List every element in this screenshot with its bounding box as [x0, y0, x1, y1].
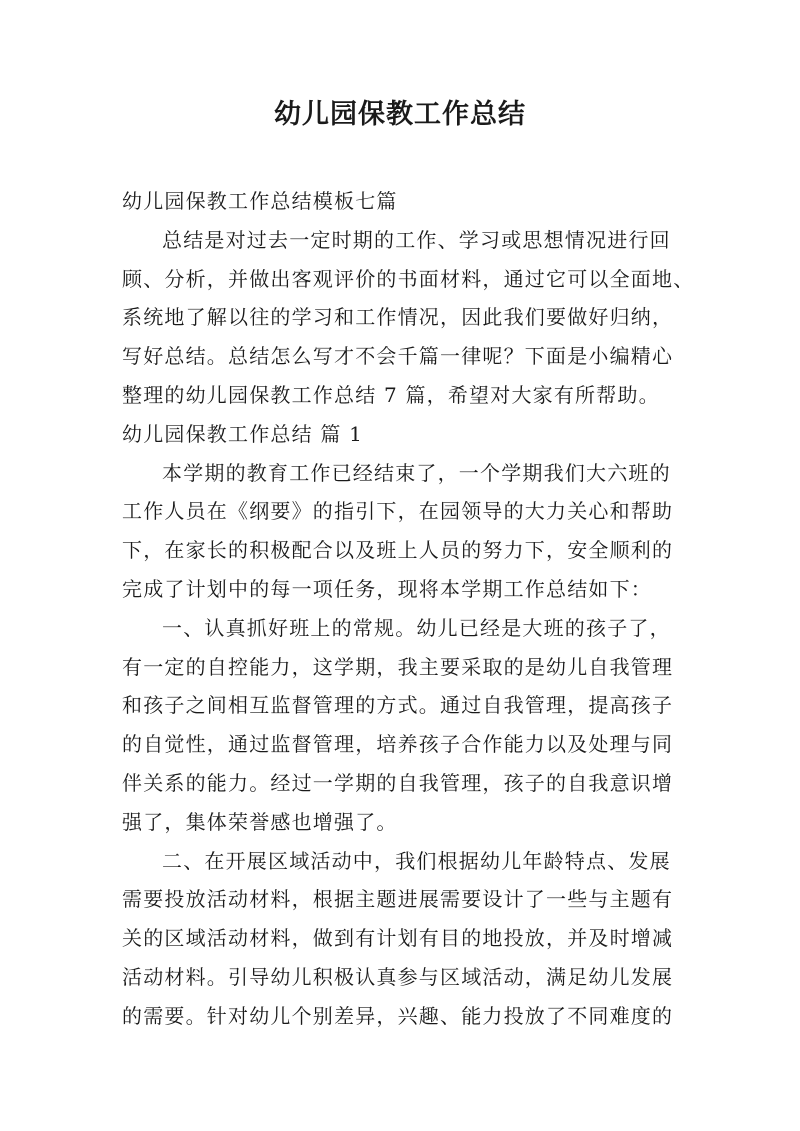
body-line: 幼儿园保教工作总结 篇 1: [122, 421, 364, 446]
body-line: 整理的幼儿园保教工作总结 7 篇，希望对大家有所帮助。: [122, 382, 660, 407]
body-line: 本学期的教育工作已经结束了，一个学期我们大六班的: [162, 460, 671, 485]
body-line: 顾、分析，并做出客观评价的书面材料，通过它可以全面地、: [122, 266, 695, 291]
body-line: 工作人员在《纲要》的指引下，在园领导的大力关心和帮助: [122, 499, 674, 524]
body-line: 完成了计划中的每一项任务，现将本学期工作总结如下：: [122, 576, 652, 601]
body-line: 有一定的自控能力，这学期，我主要采取的是幼儿自我管理: [122, 654, 674, 679]
document-title: 幼儿园保教工作总结: [274, 99, 526, 130]
body-line: 下，在家长的积极配合以及班上人员的努力下，安全顺利的: [122, 538, 674, 563]
body-line: 的需要。针对幼儿个别差异，兴趣、能力投放了不同难度的: [122, 1003, 674, 1028]
body-line: 系统地了解以往的学习和工作情况，因此我们要做好归纳，: [122, 305, 674, 330]
body-line: 伴关系的能力。经过一学期的自我管理，孩子的自我意识增: [122, 770, 674, 795]
body-line: 总结是对过去一定时期的工作、学习或思想情况进行回: [162, 227, 671, 252]
body-line: 二、在开展区域活动中，我们根据幼儿年龄特点、发展: [162, 848, 671, 873]
body-line: 活动材料。引导幼儿积极认真参与区域活动，满足幼儿发展: [122, 964, 674, 989]
body-line: 一、认真抓好班上的常规。幼儿已经是大班的孩子了，: [162, 615, 671, 640]
body-line: 关的区域活动材料，做到有计划有目的地投放，并及时增减: [122, 926, 674, 951]
body-line: 写好总结。总结怎么写才不会千篇一律呢？下面是小编精心: [122, 344, 674, 369]
body-line: 幼儿园保教工作总结模板七篇: [122, 189, 398, 213]
body-line: 强了，集体荣誉感也增强了。: [122, 809, 398, 834]
body-line: 的自觉性，通过监督管理，培养孩子合作能力以及处理与同: [122, 732, 674, 757]
body-line: 需要投放活动材料，根据主题进展需要设计了一些与主题有: [122, 887, 674, 912]
body-line: 和孩子之间相互监督管理的方式。通过自我管理，提高孩子: [122, 693, 674, 718]
document-body: [122, 182, 695, 1036]
